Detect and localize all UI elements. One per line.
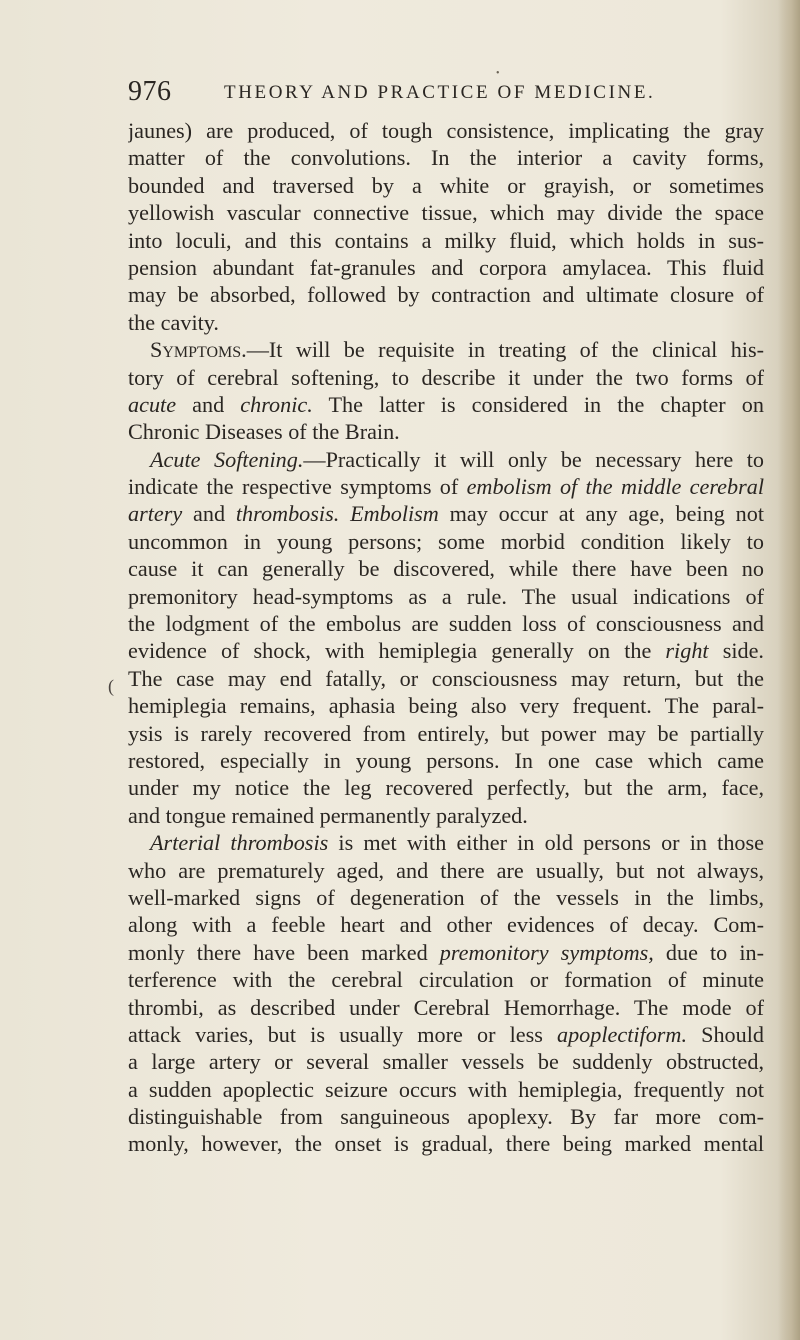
- text-line: Chronic Diseases of the Brain.: [128, 419, 400, 445]
- text-line: premonitory head-symptoms as a rule. The usual indications of: [128, 583, 764, 609]
- text-run: Should: [687, 1021, 764, 1047]
- text-line: well-marked signs of degeneration of the vessels in the limbs,: [128, 884, 764, 910]
- text-line: monly, however, the onset is gradual, there being marked mental: [128, 1131, 764, 1157]
- text-line: and tongue remained permanently paralyzed.: [128, 802, 528, 828]
- text-line: uncommon in young persons; some morbid condition likely to: [128, 528, 764, 554]
- page-number: 976: [128, 76, 172, 107]
- page-header: [128, 76, 748, 112]
- text-line: who are prematurely aged, and there are usually, but not always,: [128, 857, 764, 883]
- text-line: the lodgment of the embolus are sudden loss of consciousness and: [128, 611, 764, 637]
- body-text: [128, 117, 764, 1158]
- text-line: a sudden apoplectic seizure occurs with hemiplegia, frequently not: [128, 1076, 764, 1102]
- arterial-thrombosis-line: [128, 829, 764, 856]
- text-line: bounded and traversed by a white or grayish, or sometimes: [128, 172, 764, 198]
- text-line: distinguishable from sanguineous apoplexy. By far more com-: [128, 1104, 764, 1130]
- text-run: indicate the respective symptoms of: [128, 474, 467, 500]
- text-line: [128, 473, 764, 500]
- italic-term: thrombosis.: [235, 501, 340, 527]
- text-run: [339, 501, 350, 526]
- text-run: attack varies, but is usually more or less: [128, 1021, 557, 1047]
- text-line: yellowish vascular connective tissue, which may divide the space: [128, 200, 764, 226]
- text-line: [128, 1021, 764, 1048]
- text-run: and: [182, 501, 236, 527]
- text-run: and: [176, 391, 241, 417]
- text-line: under my notice the leg recovered perfectly, but the arm, face,: [128, 775, 764, 801]
- text-line: ysis is rarely recovered from entirely, but power may be partially: [128, 720, 764, 746]
- text-run: —Practically it will only be necessary here to: [303, 446, 764, 472]
- text-line: hemiplegia remains, aphasia being also very frequent. The paral-: [128, 693, 764, 719]
- subsection-heading-acute-softening: Acute Softening.: [150, 446, 304, 472]
- text-line: restored, especially in young persons. In one case which came: [128, 747, 764, 773]
- italic-term: apoplectiform.: [556, 1021, 687, 1047]
- text-line: [128, 637, 764, 664]
- text-run: due to in-: [653, 939, 764, 965]
- text-run: The latter is considered in the chapter on: [312, 391, 764, 417]
- italic-term: acute: [128, 391, 177, 417]
- text-line: tory of cerebral softening, to describe it under the two forms of: [128, 364, 764, 390]
- italic-term: premonitory symptoms,: [439, 939, 654, 965]
- text-line: matter of the convolutions. In the interior a cavity forms,: [128, 145, 764, 171]
- text-line: the cavity.: [128, 309, 219, 335]
- text-run: may occur at any age, being not: [438, 501, 764, 527]
- top-dot-mark: •: [496, 68, 500, 79]
- text-run: —It will be requisite in treating of the clinical his-: [246, 337, 764, 363]
- text-line: jaunes) are produced, of tough consistence, implicating the gray: [128, 118, 764, 143]
- subsection-heading-arterial-thrombosis: Arterial thrombosis: [150, 830, 329, 856]
- text-line: terference with the cerebral circulation or formation of minute: [128, 967, 764, 993]
- text-run: side.: [708, 638, 764, 664]
- text-line: may be absorbed, followed by contraction and ultimate closure of: [128, 282, 764, 308]
- running-head: THEORY AND PRACTICE OF MEDICINE.: [224, 82, 656, 103]
- text-line: The case may end fatally, or consciousness may return, but the: [128, 665, 764, 691]
- text-line: cause it can generally be discovered, while there have been no: [128, 556, 764, 582]
- acute-softening-line: [128, 446, 764, 473]
- text-run: is met with either in old persons or in those: [328, 830, 764, 856]
- italic-term: artery: [128, 501, 183, 527]
- text-line: thrombi, as described under Cerebral Hemorrhage. The mode of: [128, 994, 764, 1020]
- page-edge-shadow: [778, 0, 800, 1340]
- italic-term: right: [665, 638, 709, 664]
- italic-term: embolism of the middle cerebral: [466, 474, 764, 500]
- text-line: pension abundant fat-granules and corpora amylacea. This fluid: [128, 254, 764, 280]
- section-heading-symptoms: Symptoms.: [150, 337, 247, 363]
- text-line: [128, 391, 764, 418]
- italic-term: Embolism: [350, 501, 439, 527]
- text-line: into loculi, and this contains a milky fluid, which holds in sus-: [128, 227, 764, 253]
- symptoms-heading-line: [128, 336, 764, 363]
- text-line: [128, 939, 764, 966]
- italic-term: chronic.: [240, 391, 313, 417]
- text-line: along with a feeble heart and other evidences of decay. Com-: [128, 912, 764, 938]
- text-run: evidence of shock, with hemiplegia generally on the: [128, 638, 666, 664]
- text-run: monly there have been marked: [128, 939, 440, 965]
- margin-mark: (: [108, 676, 114, 696]
- text-line: a large artery or several smaller vessels be suddenly obstructed,: [128, 1049, 764, 1075]
- text-line: [128, 500, 764, 527]
